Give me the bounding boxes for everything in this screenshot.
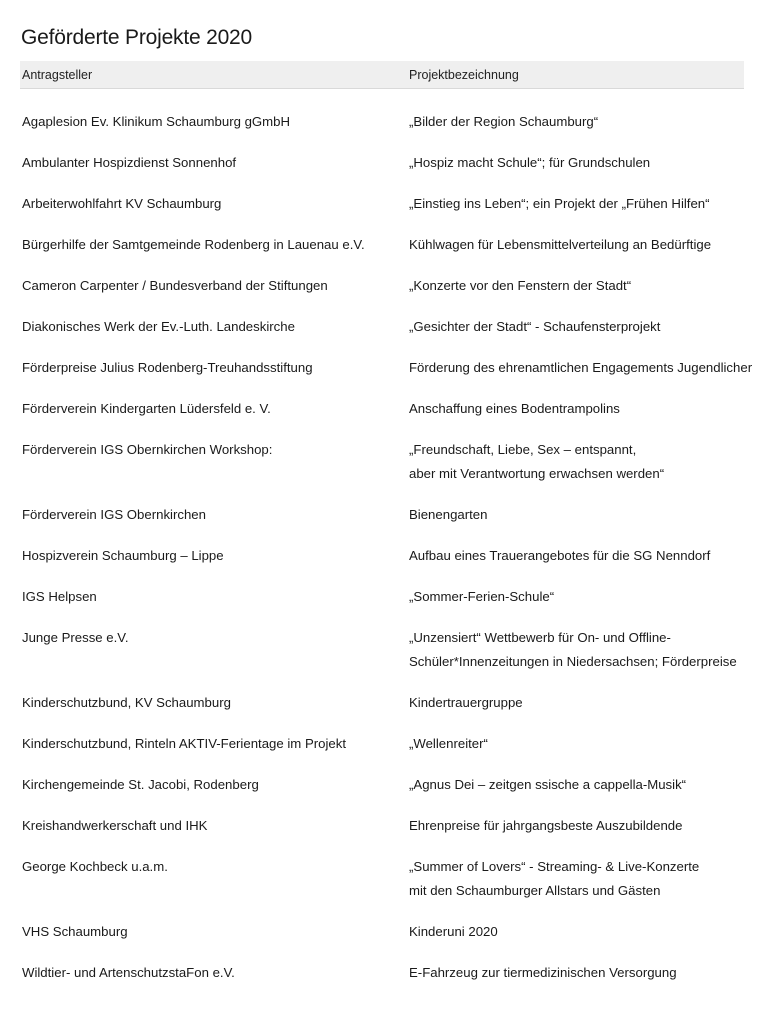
table-row	[20, 773, 744, 797]
table-row	[20, 233, 744, 257]
applicant-cell: Ambulanter Hospizdienst Sonnenhof	[22, 155, 237, 170]
project-line: Förderung des ehrenamtlichen Engagements Jugendlicher	[409, 360, 753, 375]
project-cell	[409, 274, 744, 298]
project-line: „Unzensiert“ Wettbewerb für On- und Offline-	[409, 630, 671, 645]
applicant-cell: Cameron Carpenter / Bundesverband der Stiftungen	[22, 278, 328, 293]
project-line: „Summer of Lovers“ - Streaming- & Live-Konzerte	[409, 859, 700, 874]
project-line: E-Fahrzeug zur tiermedizinischen Versorgung	[409, 965, 677, 980]
project-line: Bienengarten	[409, 507, 488, 522]
project-line: „Bilder der Region Schaumburg“	[409, 114, 599, 129]
table-row	[20, 151, 744, 175]
project-cell	[409, 814, 744, 838]
table-row	[20, 274, 744, 298]
project-line: mit den Schaumburger Allstars und Gästen	[409, 883, 661, 898]
applicant-cell: Förderpreise Julius Rodenberg-Treuhandsstiftung	[22, 360, 313, 375]
project-cell	[409, 732, 744, 756]
project-cell	[409, 691, 744, 715]
table-row	[20, 814, 744, 838]
table-row	[20, 438, 744, 486]
applicant-cell: Kirchengemeinde St. Jacobi, Rodenberg	[22, 777, 259, 792]
table-row	[20, 691, 744, 715]
table-row	[20, 626, 744, 674]
page-title: Geförderte Projekte 2020	[21, 26, 253, 49]
table-header	[20, 61, 744, 89]
project-line: aber mit Verantwortung erwachsen werden“	[409, 466, 665, 481]
project-line: Kühlwagen für Lebensmittelverteilung an Bedürftige	[409, 237, 712, 252]
applicant-cell: VHS Schaumburg	[22, 924, 128, 939]
table-row	[20, 315, 744, 339]
project-line: Aufbau eines Trauerangebotes für die SG Nenndorf	[409, 548, 711, 563]
project-cell	[409, 773, 744, 797]
project-cell	[409, 315, 744, 339]
table-body	[20, 89, 753, 985]
project-line: Schüler*Innenzeitungen in Niedersachsen; Förderpreise	[409, 654, 737, 669]
project-cell	[409, 585, 744, 609]
funded-projects-table	[20, 61, 753, 1002]
applicant-cell: Bürgerhilfe der Samtgemeinde Rodenberg in Lauenau e.V.	[22, 237, 365, 252]
applicant-cell: Kinderschutzbund, KV Schaumburg	[22, 695, 231, 710]
table-row	[20, 544, 744, 568]
project-line: „Agnus Dei – zeitgen ssische a cappella-Musik“	[409, 777, 687, 792]
table-row	[20, 397, 744, 421]
project-line: „Wellenreiter“	[409, 736, 488, 751]
table-row	[20, 961, 744, 985]
applicant-cell: Kreishandwerkerschaft und IHK	[22, 818, 208, 833]
applicant-cell: Hospizverein Schaumburg – Lippe	[22, 548, 224, 563]
project-cell	[409, 438, 744, 486]
table-row	[20, 732, 744, 756]
applicant-cell: Förderverein IGS Obernkirchen	[22, 507, 206, 522]
applicant-cell: Diakonisches Werk der Ev.-Luth. Landeskirche	[22, 319, 295, 334]
applicant-cell: Kinderschutzbund, Rinteln AKTIV-Ferientage im Projekt	[22, 736, 346, 751]
project-cell	[409, 356, 753, 380]
table-row	[20, 920, 744, 944]
applicant-cell: IGS Helpsen	[22, 589, 97, 604]
applicant-cell: Förderverein Kindergarten Lüdersfeld e. V.	[22, 401, 271, 416]
applicant-cell: Junge Presse e.V.	[22, 630, 129, 645]
project-line: „Freundschaft, Liebe, Sex – entspannt,	[409, 442, 637, 457]
project-cell	[409, 503, 744, 527]
column-header-applicant: Antragsteller	[22, 68, 93, 82]
project-line: „Konzerte vor den Fenstern der Stadt“	[409, 278, 632, 293]
project-line: „Gesichter der Stadt“ - Schaufensterprojekt	[409, 319, 661, 334]
project-cell	[409, 233, 744, 257]
project-line: Anschaffung eines Bodentrampolins	[409, 401, 620, 416]
project-cell	[409, 397, 744, 421]
table-row	[20, 192, 744, 216]
table-row	[20, 503, 744, 527]
project-cell	[409, 110, 744, 134]
project-line: „Hospiz macht Schule“; für Grundschulen	[409, 155, 651, 170]
project-cell	[409, 920, 744, 944]
applicant-cell: Arbeiterwohlfahrt KV Schaumburg	[22, 196, 222, 211]
project-cell	[409, 626, 744, 674]
table-row	[20, 110, 744, 134]
applicant-cell: Wildtier- und ArtenschutzstaFon e.V.	[22, 965, 235, 980]
applicant-cell: Agaplesion Ev. Klinikum Schaumburg gGmbH	[22, 114, 291, 129]
project-cell	[409, 151, 744, 175]
table-row	[20, 356, 753, 380]
project-cell	[409, 855, 744, 903]
table-row	[20, 585, 744, 609]
project-cell	[409, 544, 744, 568]
applicant-cell: George Kochbeck u.a.m.	[22, 859, 168, 874]
column-header-project: Projektbezeichnung	[409, 68, 519, 82]
applicant-cell: Förderverein IGS Obernkirchen Workshop:	[22, 442, 273, 457]
project-cell	[409, 192, 744, 216]
table-row	[20, 855, 744, 903]
project-line: Kindertrauergruppe	[409, 695, 523, 710]
project-line: Ehrenpreise für jahrgangsbeste Auszubildende	[409, 818, 683, 833]
project-line: „Einstieg ins Leben“; ein Projekt der „Frühen Hilfen“	[409, 196, 710, 211]
project-cell	[409, 961, 744, 985]
project-line: Kinderuni 2020	[409, 924, 498, 939]
project-line: „Sommer-Ferien-Schule“	[409, 589, 555, 604]
